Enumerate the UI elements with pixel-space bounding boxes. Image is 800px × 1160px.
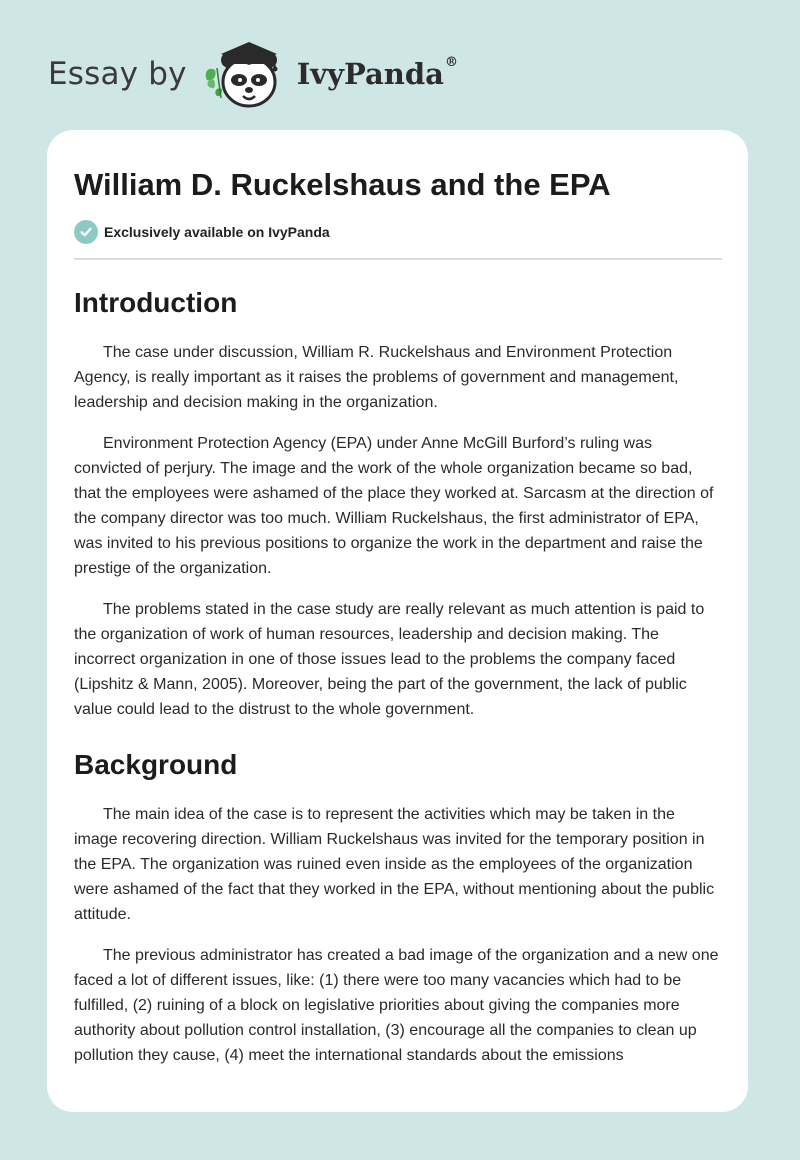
paragraph: The main idea of the case is to represent the activities which may be taken in the image recovering direction. William Ruckelshaus was invited for the temporary position in the EPA. The organization was ruined even inside as the employees of the organization were ashamed of the fact that they worked in the EPA, without mentioning about the public attitude. <box>74 806 715 923</box>
check-circle-icon <box>74 220 98 244</box>
brand-name[interactable] <box>297 57 458 91</box>
paragraph: Environment Protection Agency (EPA) under Anne McGill Burford’s ruling was convicted of perjury. The image and the work of the whole organization became so bad, that the employees were ashamed of the place they worked at. Sarcasm at the direction of the company director was too much. William Ruckelshaus, the first administrator of EPA, was invited to his previous positions to organize the work in the department and raise the prestige of the organization. <box>74 435 714 577</box>
brand-name-text: IvyPanda <box>296 57 444 91</box>
page-title: William D. Ruckelshaus and the EPA <box>74 167 611 202</box>
panda-logo-icon[interactable] <box>201 36 293 112</box>
site-header <box>48 34 458 114</box>
section-background <box>74 748 722 1068</box>
paragraph: The previous administrator has created a bad image of the organization and a new one faced a lot of different issues, like: (1) there were too many vacancies which had to be fulfilled, (2) ruining of a block on legislative priorities about giving the companies more authority about pollution control installation, (3) encourage all the companies to clean up pollution they cause, (4) meet the international standards about the emissions <box>74 947 719 1064</box>
section-heading: Introduction <box>74 287 238 318</box>
exclusive-badge-label: Exclusively available on IvyPanda <box>104 224 330 240</box>
exclusive-badge <box>74 220 722 260</box>
section-introduction <box>74 286 722 722</box>
section-heading: Background <box>74 749 238 780</box>
registered-mark: ® <box>444 55 458 70</box>
essay-card <box>47 130 748 1112</box>
paragraph: The case under discussion, William R. Ruckelshaus and Environment Protection Agency, is really important as it raises the problems of government and management, leadership and decision making in the organization. <box>74 344 679 411</box>
paragraph: The problems stated in the case study are really relevant as much attention is paid to the organization of work of human resources, leadership and decision making. The incorrect organization in one of those issues lead to the problems the company faced (Lipshitz & Mann, 2005). Moreover, being the part of the government, the lack of public value could lead to the distrust to the whole government. <box>74 601 705 718</box>
brand-prefix: Essay by <box>48 56 187 92</box>
